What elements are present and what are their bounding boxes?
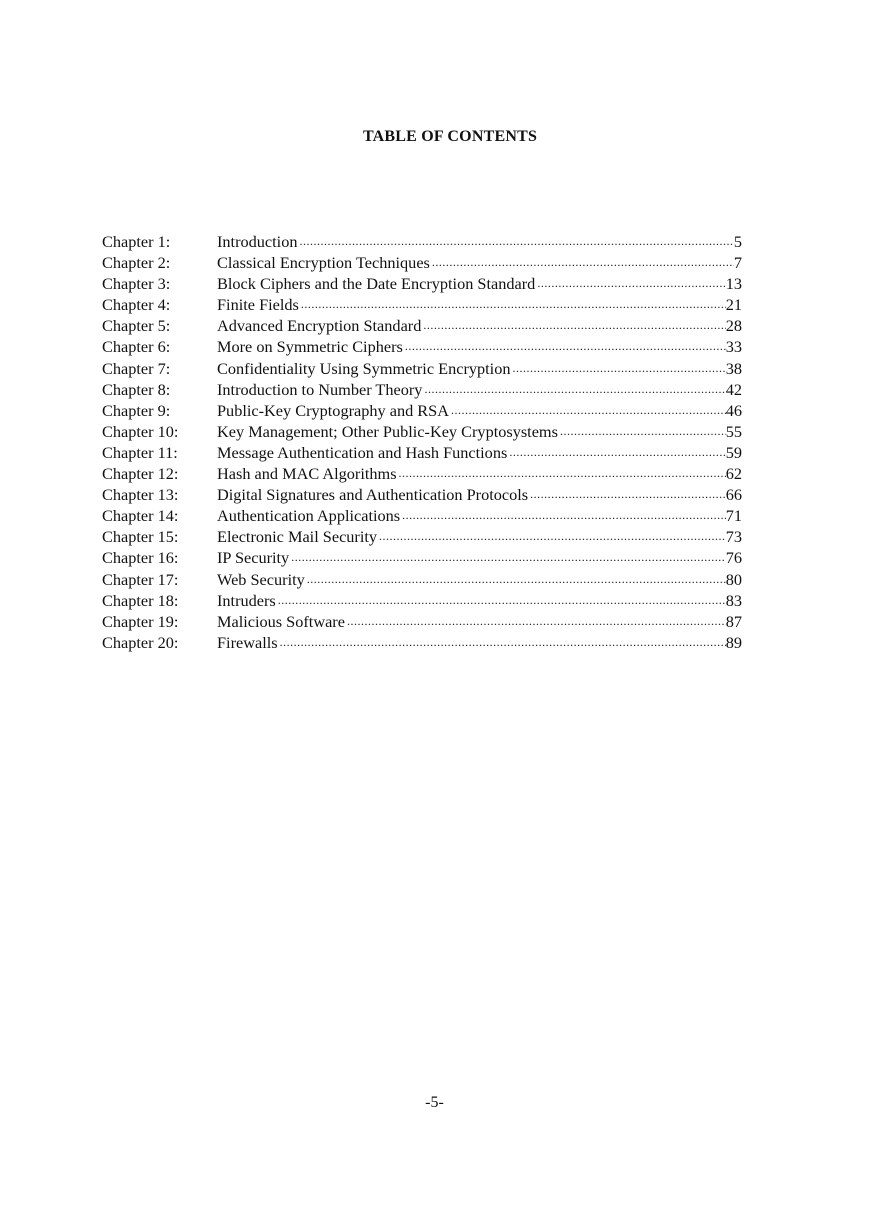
toc-entry[interactable] [102, 294, 742, 315]
toc-entry[interactable] [102, 379, 742, 400]
chapter-label: Chapter 6: [102, 337, 171, 357]
toc-entry-body [217, 547, 742, 568]
dot-leader [405, 336, 726, 357]
toc-entry-body [217, 315, 742, 336]
chapter-label: Chapter 5: [102, 316, 171, 336]
page-number-ref: 46 [725, 400, 742, 420]
toc-entry-body [217, 252, 742, 273]
page-number-ref: 38 [725, 358, 742, 378]
toc-entry[interactable] [102, 252, 742, 273]
page-number-ref: 66 [725, 485, 742, 505]
chapter-title: Digital Signatures and Authentication Protocols [217, 485, 529, 505]
chapter-label: Chapter 8: [102, 379, 171, 399]
dot-leader [432, 252, 734, 273]
toc-entry[interactable] [102, 231, 742, 252]
chapter-title: Advanced Encryption Standard [217, 316, 422, 336]
dot-leader [379, 526, 726, 547]
toc-entry-body [217, 421, 742, 442]
chapter-label: Chapter 10: [102, 421, 179, 441]
chapter-title: More on Symmetric Ciphers [217, 337, 403, 357]
chapter-label: Chapter 12: [102, 464, 179, 484]
page-number-ref: 55 [725, 421, 742, 441]
toc-entry-body [217, 484, 742, 505]
chapter-label: Chapter 4: [102, 295, 171, 315]
dot-leader [291, 547, 726, 568]
dot-leader [399, 463, 726, 484]
chapter-title: Introduction to Number Theory [217, 379, 423, 399]
chapter-title: Authentication Applications [217, 506, 401, 526]
chapter-label: Chapter 7: [102, 358, 171, 378]
toc-entry[interactable] [102, 315, 742, 336]
toc-entry-body [217, 294, 742, 315]
chapter-label: Chapter 14: [102, 506, 179, 526]
toc-entry[interactable] [102, 400, 742, 421]
toc-entry[interactable] [102, 632, 742, 653]
toc-entry[interactable] [102, 590, 742, 611]
toc-entry[interactable] [102, 505, 742, 526]
toc-entry-body [217, 463, 742, 484]
toc-entry-body [217, 231, 742, 252]
chapter-title: Electronic Mail Security [217, 527, 378, 547]
toc-entry[interactable] [102, 463, 742, 484]
toc-entry-body [217, 505, 742, 526]
page-number-ref: 87 [725, 611, 742, 631]
page-number-ref: 62 [725, 464, 742, 484]
chapter-label: Chapter 9: [102, 400, 171, 420]
chapter-title: Message Authentication and Hash Functions [217, 442, 508, 462]
toc-entry-body [217, 273, 742, 294]
chapter-title: Firewalls [217, 632, 278, 652]
chapter-label: Chapter 11: [102, 442, 178, 462]
dot-leader [299, 231, 733, 252]
chapter-title: IP Security [217, 548, 290, 568]
chapter-title: Introduction [217, 232, 298, 251]
toc-entry[interactable] [102, 421, 742, 442]
chapter-label: Chapter 20: [102, 632, 179, 652]
chapter-label: Chapter 17: [102, 569, 179, 589]
page-number-ref: 80 [725, 569, 742, 589]
table-of-contents [102, 231, 742, 653]
dot-leader [560, 421, 726, 442]
chapter-label: Chapter 1: [102, 232, 171, 251]
dot-leader [402, 505, 726, 526]
dot-leader [307, 569, 726, 590]
chapter-title: Key Management; Other Public-Key Cryptosystems [217, 421, 558, 441]
page-number-ref: 76 [725, 548, 742, 568]
chapter-label: Chapter 2: [102, 253, 171, 273]
page-number-ref: 33 [725, 337, 742, 357]
toc-entry[interactable] [102, 547, 742, 568]
chapter-label: Chapter 3: [102, 274, 171, 294]
dot-leader [451, 400, 726, 421]
dot-leader [423, 315, 725, 336]
toc-entry[interactable] [102, 569, 742, 590]
toc-entry-body [217, 611, 742, 632]
dot-leader [301, 294, 726, 315]
toc-entry-body [217, 336, 742, 357]
page-number-ref: 28 [725, 316, 742, 336]
chapter-title: Finite Fields [217, 295, 299, 315]
page-number-ref: 59 [725, 442, 742, 462]
page-number-ref: 42 [725, 379, 742, 399]
page-number-ref: 83 [725, 590, 742, 610]
page-number-ref: 13 [725, 274, 742, 294]
toc-entry-body [217, 590, 742, 611]
toc-entry-body [217, 632, 742, 653]
chapter-title: Malicious Software [217, 611, 345, 631]
page-number-ref: 5 [733, 232, 742, 251]
dot-leader [278, 590, 726, 611]
chapter-title: Public-Key Cryptography and RSA [217, 400, 449, 420]
toc-entry[interactable] [102, 273, 742, 294]
chapter-label: Chapter 16: [102, 548, 179, 568]
chapter-label: Chapter 15: [102, 527, 179, 547]
page-number-ref: 89 [725, 632, 742, 652]
toc-entry-body [217, 400, 742, 421]
toc-entry[interactable] [102, 442, 742, 463]
chapter-label: Chapter 19: [102, 611, 179, 631]
dot-leader [530, 484, 726, 505]
dot-leader [512, 358, 725, 379]
toc-entry-body [217, 358, 742, 379]
toc-entry[interactable] [102, 526, 742, 547]
toc-entry[interactable] [102, 336, 742, 357]
chapter-title: Confidentiality Using Symmetric Encryption [217, 358, 511, 378]
chapter-title: Intruders [217, 590, 276, 610]
page-title: TABLE OF CONTENTS [362, 128, 538, 145]
toc-entry-body [217, 526, 742, 547]
page-number-ref: 7 [733, 253, 742, 273]
page-number: -5- [425, 1094, 444, 1111]
dot-leader [280, 632, 726, 653]
toc-entry-body [217, 569, 742, 590]
toc-entry[interactable] [102, 611, 742, 632]
dot-leader [424, 379, 725, 400]
chapter-title: Block Ciphers and the Date Encryption Standard [217, 274, 536, 294]
toc-entry[interactable] [102, 484, 742, 505]
dot-leader [347, 611, 726, 632]
page-number-ref: 73 [725, 527, 742, 547]
dot-leader [537, 273, 725, 294]
toc-entry[interactable] [102, 358, 742, 379]
page-number-ref: 21 [725, 295, 742, 315]
page-number-ref: 71 [725, 506, 742, 526]
toc-entry-body [217, 442, 742, 463]
dot-leader [509, 442, 725, 463]
chapter-title: Hash and MAC Algorithms [217, 464, 397, 484]
chapter-label: Chapter 18: [102, 590, 179, 610]
toc-entry-body [217, 379, 742, 400]
chapter-title: Classical Encryption Techniques [217, 253, 430, 273]
chapter-label: Chapter 13: [102, 485, 179, 505]
chapter-title: Web Security [217, 569, 305, 589]
